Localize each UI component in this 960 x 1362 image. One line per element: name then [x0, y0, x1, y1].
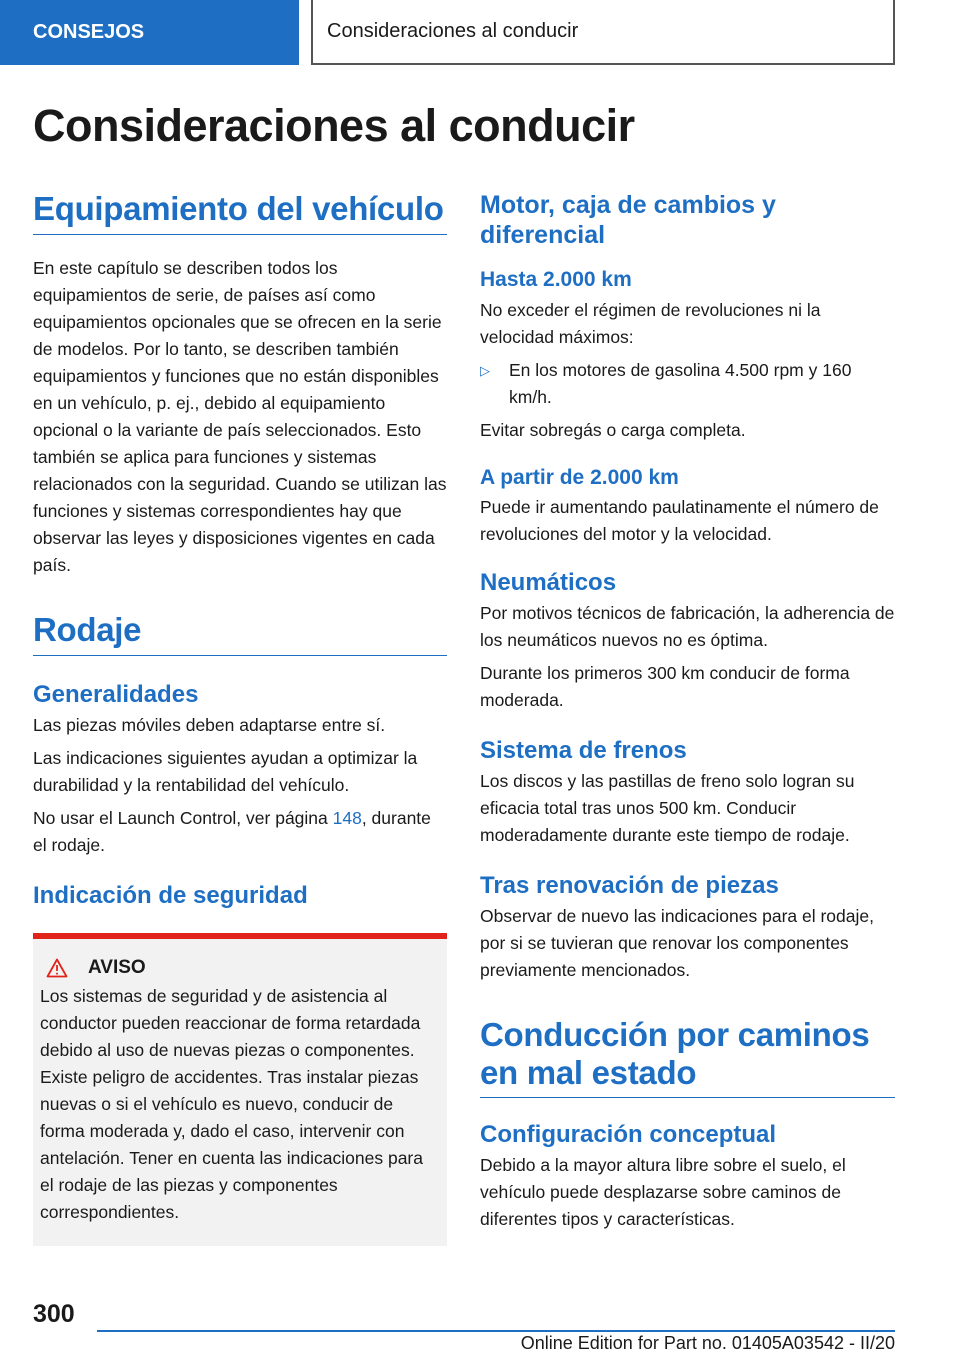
- heading-motor: Motor, caja de cambios y diferencial: [480, 191, 776, 249]
- heading-neumaticos: Neumáticos: [480, 568, 617, 596]
- page-link-148[interactable]: 148: [332, 807, 362, 828]
- page-number: 300: [33, 1300, 75, 1328]
- heading-a-partir-2000: A partir de 2.000 km: [480, 466, 679, 490]
- generalidades-p1: Las piezas móviles deben adaptarse entre sí.: [33, 714, 386, 735]
- heading-frenos: Sistema de frenos: [480, 736, 687, 764]
- section-tab-label: CONSEJOS: [33, 21, 145, 43]
- heading-equipamiento: Equipamiento del vehículo: [33, 190, 447, 235]
- chapter-header-label: Consideraciones al conducir: [327, 20, 579, 42]
- renovacion-text: Observar de nuevo las indicaciones para el rodaje, por si se tuvieran que renovar los componentes previamente mencionados.: [480, 905, 874, 980]
- warning-triangle-icon: [46, 958, 68, 978]
- heading-rodaje: Rodaje: [33, 611, 447, 656]
- left-column: [33, 190, 447, 1246]
- heading-seguridad: Indicación de seguridad: [33, 881, 308, 909]
- warning-text: Los sistemas de seguridad y de asistencia al conductor pueden reaccionar de forma retardada debido al uso de nuevas piezas o componentes. Existe peligro de accidentes. Tras instalar piezas nuevas o si el vehículo es nuevo, conducir de forma moderada y, dado el caso, intervenir con antelación. Tener en cuenta las indicaciones para el rodaje de las piezas y componentes correspondientes.: [40, 985, 423, 1222]
- page-title: Consideraciones al conducir: [33, 100, 635, 151]
- heading-hasta-2000: Hasta 2.000 km: [480, 268, 632, 291]
- frenos-text: Los discos y las pastillas de freno solo logran su eficacia total tras unos 500 km. Conducir moderadamente durante este tiempo de rodaje.: [480, 770, 855, 845]
- bullet-triangle-icon: ▷: [480, 363, 490, 379]
- list-item: [480, 357, 895, 411]
- warning-header: [40, 957, 439, 979]
- list-item-text: En los motores de gasolina 4.500 rpm y 160 km/h.: [509, 360, 852, 408]
- section-tab[interactable]: [0, 0, 299, 65]
- heading-generalidades: Generalidades: [33, 680, 199, 708]
- right-column: [480, 190, 895, 1233]
- configuracion-text: Debido a la mayor altura libre sobre el suelo, el vehículo puede desplazarse sobre caminos de diferentes tipos y características.: [480, 1155, 846, 1230]
- generalidades-p3: [33, 805, 447, 859]
- heading-renovacion: Tras renovación de piezas: [480, 871, 779, 899]
- warning-box: [33, 933, 447, 1246]
- hasta-2000-text: No exceder el régimen de revoluciones ni la velocidad máximos:: [480, 300, 821, 348]
- hasta-2000-after: Evitar sobregás o carga completa.: [480, 420, 746, 441]
- generalidades-p2: Las indicaciones siguientes ayudan a optimizar la durabilidad y la rentabilidad del vehículo.: [33, 747, 418, 795]
- chapter-header: [311, 0, 895, 65]
- heading-caminos: Conducción por caminos en mal estado: [480, 1016, 895, 1099]
- footer-divider: [97, 1330, 895, 1332]
- footer-edition: Online Edition for Part no. 01405A03542 - II/20: [520, 1333, 895, 1353]
- heading-configuracion: Configuración conceptual: [480, 1121, 777, 1149]
- neumaticos-p2: Durante los primeros 300 km conducir de forma moderada.: [480, 662, 850, 710]
- neumaticos-p1: Por motivos técnicos de fabricación, la adherencia de los neumáticos nuevos no es óptima.: [480, 602, 895, 650]
- a-partir-2000-text: Puede ir aumentando paulatinamente el número de revoluciones del motor y la velocidad.: [480, 496, 879, 544]
- generalidades-p3-after: , durante el rodaje.: [33, 807, 431, 855]
- equipamiento-text: En este capítulo se describen todos los equipamientos de serie, de países así como equipamientos opcionales que se ofrecen en la serie de modelos. Por lo tanto, se describen también equipamientos y funciones que no están disponibles en un vehículo, p. ej., debido al equipamiento opcional o la variante de país seleccionados. Esto también se aplica para funciones y sistemas relacionados con la seguridad. Cuando se utilizan las funciones y sistemas correspondientes hay que observar las leyes y disposiciones vigentes en cada país.: [33, 257, 447, 575]
- warning-label: AVISO: [88, 956, 146, 978]
- generalidades-p3-before: No usar el Launch Control, ver página: [33, 807, 333, 828]
